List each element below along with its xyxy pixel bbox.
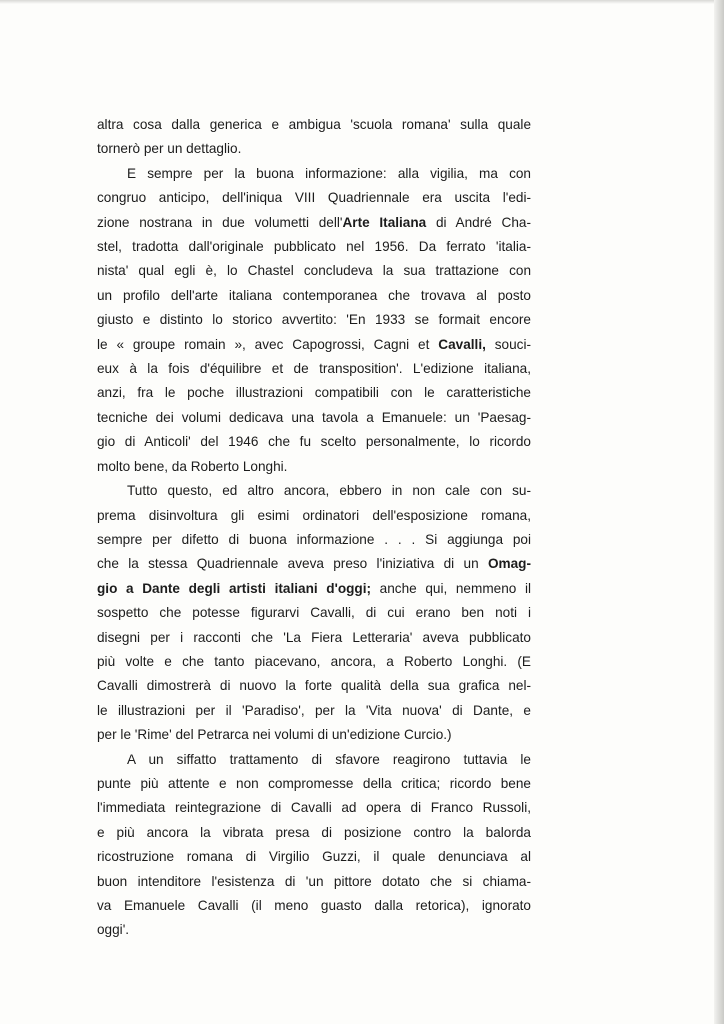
text-line xyxy=(97,357,531,381)
text-run: anzi, fra le poche illustrazioni compatibili con le caratteristiche xyxy=(97,385,531,401)
text-run: va Emanuele Cavalli (il meno guasto dalla retorica), ignorato xyxy=(97,898,531,913)
text-run: un profilo dell'arte italiana contemporanea che trovava al posto xyxy=(97,287,531,303)
paragraph xyxy=(97,162,531,479)
text-run: molto bene, da Roberto Longhi. xyxy=(97,458,288,474)
text-run: tecniche dei volumi dedicava una tavola a Emanuele: un 'Paesag- xyxy=(97,409,531,425)
text-line xyxy=(97,772,531,796)
text-line xyxy=(97,381,531,405)
text-run: l'immediata reintegrazione di Cavalli ad opera di Franco Russoli, xyxy=(97,800,531,816)
text-line xyxy=(97,699,531,723)
text-run: anche qui, nemmeno il xyxy=(371,580,531,596)
text-run: A un siffatto trattamento di sfavore reagirono tuttavia le xyxy=(127,751,531,767)
text-line xyxy=(97,479,531,503)
page-edge-top xyxy=(0,0,724,4)
text-line xyxy=(97,528,531,552)
text-run: ricostruzione romana di Virgilio Guzzi, il quale denunciava al xyxy=(97,849,531,865)
text-run: oggi'. xyxy=(97,922,130,938)
text-run: Cavalli dimostrerà di nuovo la forte qualità della sua grafica nel- xyxy=(97,678,531,694)
text-column xyxy=(97,113,531,943)
text-line xyxy=(97,211,531,235)
text-run: le illustrazioni per il 'Paradiso', per la 'Vita nuova' di Dante, e xyxy=(97,702,531,718)
text-run: buon intenditore l'esistenza di 'un pittore dotato che si chiama- xyxy=(97,873,531,889)
text-run: Tutto questo, ed altro ancora, ebbero in non cale con su- xyxy=(127,483,531,499)
text-run: disegni per i racconti che 'La Fiera Letteraria' aveva pubblicato xyxy=(97,629,531,645)
paragraph xyxy=(97,113,531,162)
text-line xyxy=(97,601,531,625)
text-run: punte più attente e non compromesse della critica; ricordo bene xyxy=(97,775,531,791)
text-run: più volte e che tanto piacevano, ancora, a Roberto Longhi. (E xyxy=(97,653,531,669)
text-line xyxy=(97,577,531,601)
paragraph xyxy=(97,479,531,747)
text-line xyxy=(97,674,531,698)
text-run: gio di Anticoli' del 1946 che fu scelto personalmente, lo ricordo xyxy=(97,434,531,450)
text-run: e più ancora la vibrata presa di posizione contro la balorda xyxy=(97,824,531,840)
text-run: eux à la fois d'équilibre et de transposition'. L'edizione italiana, xyxy=(97,361,531,377)
text-line xyxy=(97,284,531,308)
text-run: stel, tradotta dall'originale pubblicato nel 1956. Da ferrato 'italia- xyxy=(97,239,531,255)
bold-text: Cavalli, xyxy=(438,336,486,352)
text-line xyxy=(97,406,531,430)
text-run: sempre per difetto di buona informazione . . . Si aggiunga poi xyxy=(97,531,531,547)
text-line xyxy=(97,821,531,845)
text-run: E sempre per la buona informazione: alla vigilia, ma con xyxy=(127,165,531,181)
text-line xyxy=(97,162,531,186)
paragraph xyxy=(97,748,531,943)
text-line xyxy=(97,626,531,650)
text-line xyxy=(97,113,531,137)
text-run: giusto e distinto lo storico avvertito: 'En 1933 se formait encore xyxy=(97,312,531,328)
text-run: souci- xyxy=(485,336,532,352)
text-run: altra cosa dalla generica e ambigua 'scuola romana' sulla quale xyxy=(97,117,531,132)
text-line xyxy=(97,455,531,479)
text-line xyxy=(97,748,531,772)
text-line xyxy=(97,650,531,674)
bold-text: Arte Italiana xyxy=(342,214,427,230)
text-line xyxy=(97,723,531,747)
text-line xyxy=(97,430,531,454)
text-run: tornerò per un dettaglio. xyxy=(97,141,242,157)
text-run: sospetto che potesse figurarvi Cavalli, di cui erano ben noti i xyxy=(97,605,531,621)
text-run: di André Cha- xyxy=(426,214,531,230)
text-run: zione nostrana in due volumetti dell' xyxy=(97,214,343,230)
text-run: congruo anticipo, dell'iniqua VIII Quadriennale era uscita l'edi- xyxy=(97,190,531,206)
text-line xyxy=(97,137,531,161)
text-run: nista' qual egli è, lo Chastel concludeva la sua trattazione con xyxy=(97,263,531,279)
text-line xyxy=(97,504,531,528)
text-line xyxy=(97,186,531,210)
text-line xyxy=(97,796,531,820)
text-line xyxy=(97,333,531,357)
text-line xyxy=(97,918,531,942)
text-run: che la stessa Quadriennale aveva preso l'iniziativa di un xyxy=(97,556,488,572)
text-line xyxy=(97,235,531,259)
text-line xyxy=(97,259,531,283)
text-run: prema disinvoltura gli esimi ordinatori dell'esposizione romana, xyxy=(97,507,531,523)
text-line xyxy=(97,870,531,894)
text-line xyxy=(97,845,531,869)
bold-text: Omag- xyxy=(487,556,531,572)
text-line xyxy=(97,552,531,576)
text-line xyxy=(97,308,531,332)
text-run: le « groupe romain », avec Capogrossi, Cagni et xyxy=(97,336,439,352)
page-edge-right xyxy=(714,0,724,1024)
bold-text: gio a Dante degli artisti italiani d'oggi; xyxy=(97,580,372,596)
text-line xyxy=(97,894,531,918)
text-run: per le 'Rime' del Petrarca nei volumi di un'edizione Curcio.) xyxy=(97,727,452,743)
